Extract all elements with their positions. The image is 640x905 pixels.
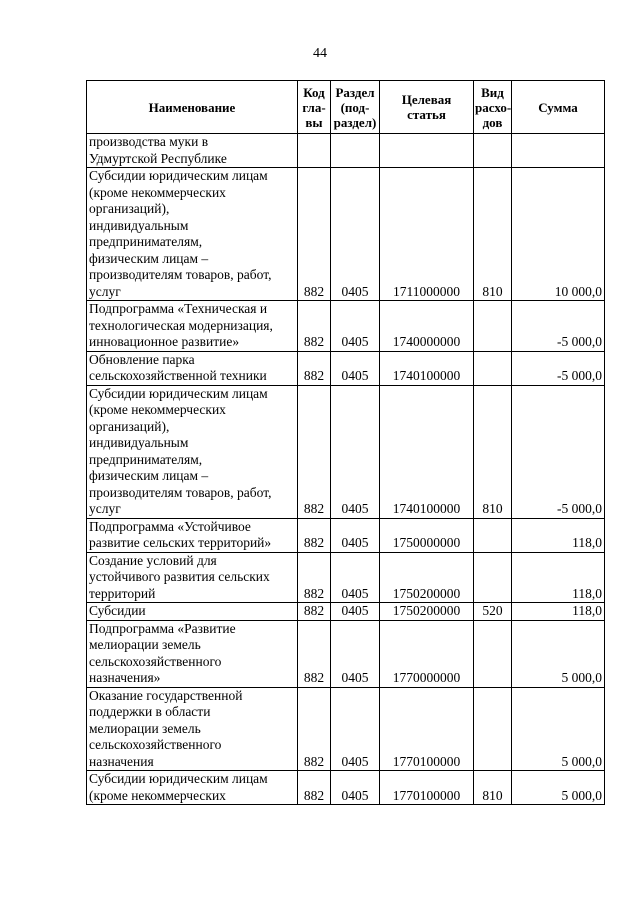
row-name-line: (кроме некоммерческих xyxy=(89,402,226,417)
row-target: 1750000000 xyxy=(380,518,474,552)
row-name-line: услуг xyxy=(89,501,121,516)
row-sum: -5 000,0 xyxy=(512,351,605,385)
row-sum: 5 000,0 xyxy=(512,687,605,771)
row-name xyxy=(87,168,298,301)
row-name-line: мелиорации земель xyxy=(89,637,201,652)
row-name xyxy=(87,351,298,385)
row-section: 0405 xyxy=(331,552,380,603)
header-section-text: Раздел (под- раздел) xyxy=(333,84,377,130)
row-type xyxy=(474,620,512,687)
row-type: 520 xyxy=(474,603,512,621)
row-name-line: предпринимателям, xyxy=(89,451,203,467)
row-type: 810 xyxy=(474,771,512,805)
row-name-line: Создание условий для xyxy=(89,552,217,568)
row-code: 882 xyxy=(298,620,331,687)
row-sum: 118,0 xyxy=(512,603,605,621)
row-code: 882 xyxy=(298,168,331,301)
row-name xyxy=(87,603,298,621)
row-code: 882 xyxy=(298,687,331,771)
table-header-row xyxy=(87,81,605,134)
row-code: 882 xyxy=(298,518,331,552)
row-name-line: индивидуальным xyxy=(89,435,189,450)
table-row xyxy=(87,351,605,385)
row-type xyxy=(474,687,512,771)
row-name-line: производителям товаров, работ, xyxy=(89,484,272,500)
row-name-line: поддержки в области xyxy=(89,704,211,719)
header-type xyxy=(474,81,512,134)
table-row xyxy=(87,168,605,301)
row-type: 810 xyxy=(474,168,512,301)
row-section: 0405 xyxy=(331,301,380,352)
row-name-line: Субсидии юридическим лицам xyxy=(89,771,268,786)
row-name-line: организаций), xyxy=(89,201,170,216)
row-name-line: предпринимателям, xyxy=(89,234,203,249)
row-name xyxy=(87,620,298,687)
row-sum: 5 000,0 xyxy=(512,620,605,687)
row-code: 882 xyxy=(298,351,331,385)
table-row xyxy=(87,620,605,687)
row-section: 0405 xyxy=(331,168,380,301)
table-row xyxy=(87,552,605,603)
row-target: 1711000000 xyxy=(380,168,474,301)
row-type xyxy=(474,552,512,603)
row-name-line: Подпрограмма «Устойчивое xyxy=(89,518,251,534)
row-target: 1750200000 xyxy=(380,603,474,621)
row-name xyxy=(87,518,298,552)
row-name xyxy=(87,771,298,805)
row-name-line: сельскохозяйственной техники xyxy=(89,368,267,383)
row-name-line: Субсидии юридическим лицам xyxy=(89,385,268,401)
row-type xyxy=(474,301,512,352)
row-name xyxy=(87,552,298,603)
row-type xyxy=(474,351,512,385)
table-row xyxy=(87,134,605,168)
row-name-line: производства муки в xyxy=(89,134,209,149)
row-type xyxy=(474,134,512,168)
row-name-line: Обновление парка xyxy=(89,351,195,367)
row-section: 0405 xyxy=(331,518,380,552)
row-name-line: Подпрограмма «Техническая и xyxy=(89,301,268,316)
row-name-line: (кроме некоммерческих xyxy=(89,184,226,200)
table-row xyxy=(87,603,605,621)
header-sum: Сумма xyxy=(512,81,605,134)
table-row xyxy=(87,771,605,805)
row-name-line: Субсидии xyxy=(89,603,146,618)
row-section: 0405 xyxy=(331,603,380,621)
header-target xyxy=(380,81,474,134)
table-row xyxy=(87,687,605,771)
row-sum xyxy=(512,134,605,168)
row-sum: -5 000,0 xyxy=(512,385,605,518)
row-code xyxy=(298,134,331,168)
row-name xyxy=(87,385,298,518)
row-name xyxy=(87,301,298,352)
row-name-line: сельскохозяйственного xyxy=(89,653,222,669)
row-section xyxy=(331,134,380,168)
row-name-line: Удмуртской Республике xyxy=(89,150,227,166)
row-name-line: услуг xyxy=(89,283,121,299)
row-name-line: назначения» xyxy=(89,670,161,685)
row-name-line: мелиорации земель xyxy=(89,720,201,736)
row-name-line: развитие сельских территорий» xyxy=(89,535,272,550)
row-name-line: назначения xyxy=(89,753,154,769)
row-sum: -5 000,0 xyxy=(512,301,605,352)
row-name xyxy=(87,687,298,771)
header-target-text: Целевая статья xyxy=(401,92,452,122)
row-section: 0405 xyxy=(331,620,380,687)
row-sum: 118,0 xyxy=(512,518,605,552)
row-target: 1770100000 xyxy=(380,687,474,771)
row-section: 0405 xyxy=(331,771,380,805)
row-name-line: технологическая модернизация, xyxy=(89,317,273,333)
row-target xyxy=(380,134,474,168)
row-name-line: Субсидии юридическим лицам xyxy=(89,168,268,183)
header-name: Наименование xyxy=(87,81,298,134)
row-type xyxy=(474,518,512,552)
row-type: 810 xyxy=(474,385,512,518)
row-sum: 10 000,0 xyxy=(512,168,605,301)
row-code: 882 xyxy=(298,385,331,518)
row-target: 1740100000 xyxy=(380,385,474,518)
table-row xyxy=(87,385,605,518)
row-sum: 5 000,0 xyxy=(512,771,605,805)
row-name-line: (кроме некоммерческих xyxy=(89,787,226,803)
row-name-line: Подпрограмма «Развитие xyxy=(89,620,236,636)
row-name-line: территорий xyxy=(89,585,156,601)
budget-table xyxy=(86,80,605,805)
table-row xyxy=(87,518,605,552)
row-target: 1770000000 xyxy=(380,620,474,687)
row-name-line: физическим лицам – xyxy=(89,468,209,483)
row-name-line: инновационное развитие» xyxy=(89,334,240,349)
row-name-line: индивидуальным xyxy=(89,217,189,233)
header-section xyxy=(331,81,380,134)
header-code-text: Код гла- вы xyxy=(302,84,326,130)
row-name-line: физическим лицам – xyxy=(89,250,209,266)
row-code: 882 xyxy=(298,552,331,603)
row-name xyxy=(87,134,298,168)
row-target: 1770100000 xyxy=(380,771,474,805)
header-code xyxy=(298,81,331,134)
row-section: 0405 xyxy=(331,687,380,771)
row-name-line: устойчивого развития сельских xyxy=(89,569,270,584)
table-row xyxy=(87,301,605,352)
row-name-line: сельскохозяйственного xyxy=(89,737,222,752)
row-code: 882 xyxy=(298,301,331,352)
row-target: 1740100000 xyxy=(380,351,474,385)
row-target: 1750200000 xyxy=(380,552,474,603)
row-code: 882 xyxy=(298,771,331,805)
page-number: 44 xyxy=(313,46,327,61)
row-section: 0405 xyxy=(331,351,380,385)
row-name-line: Оказание государственной xyxy=(89,687,243,703)
row-name-line: производителям товаров, работ, xyxy=(89,267,272,282)
row-name-line: организаций), xyxy=(89,418,170,434)
row-target: 1740000000 xyxy=(380,301,474,352)
row-section: 0405 xyxy=(331,385,380,518)
row-sum: 118,0 xyxy=(512,552,605,603)
row-code: 882 xyxy=(298,603,331,621)
header-type-text: Вид расхо- дов xyxy=(475,84,512,130)
